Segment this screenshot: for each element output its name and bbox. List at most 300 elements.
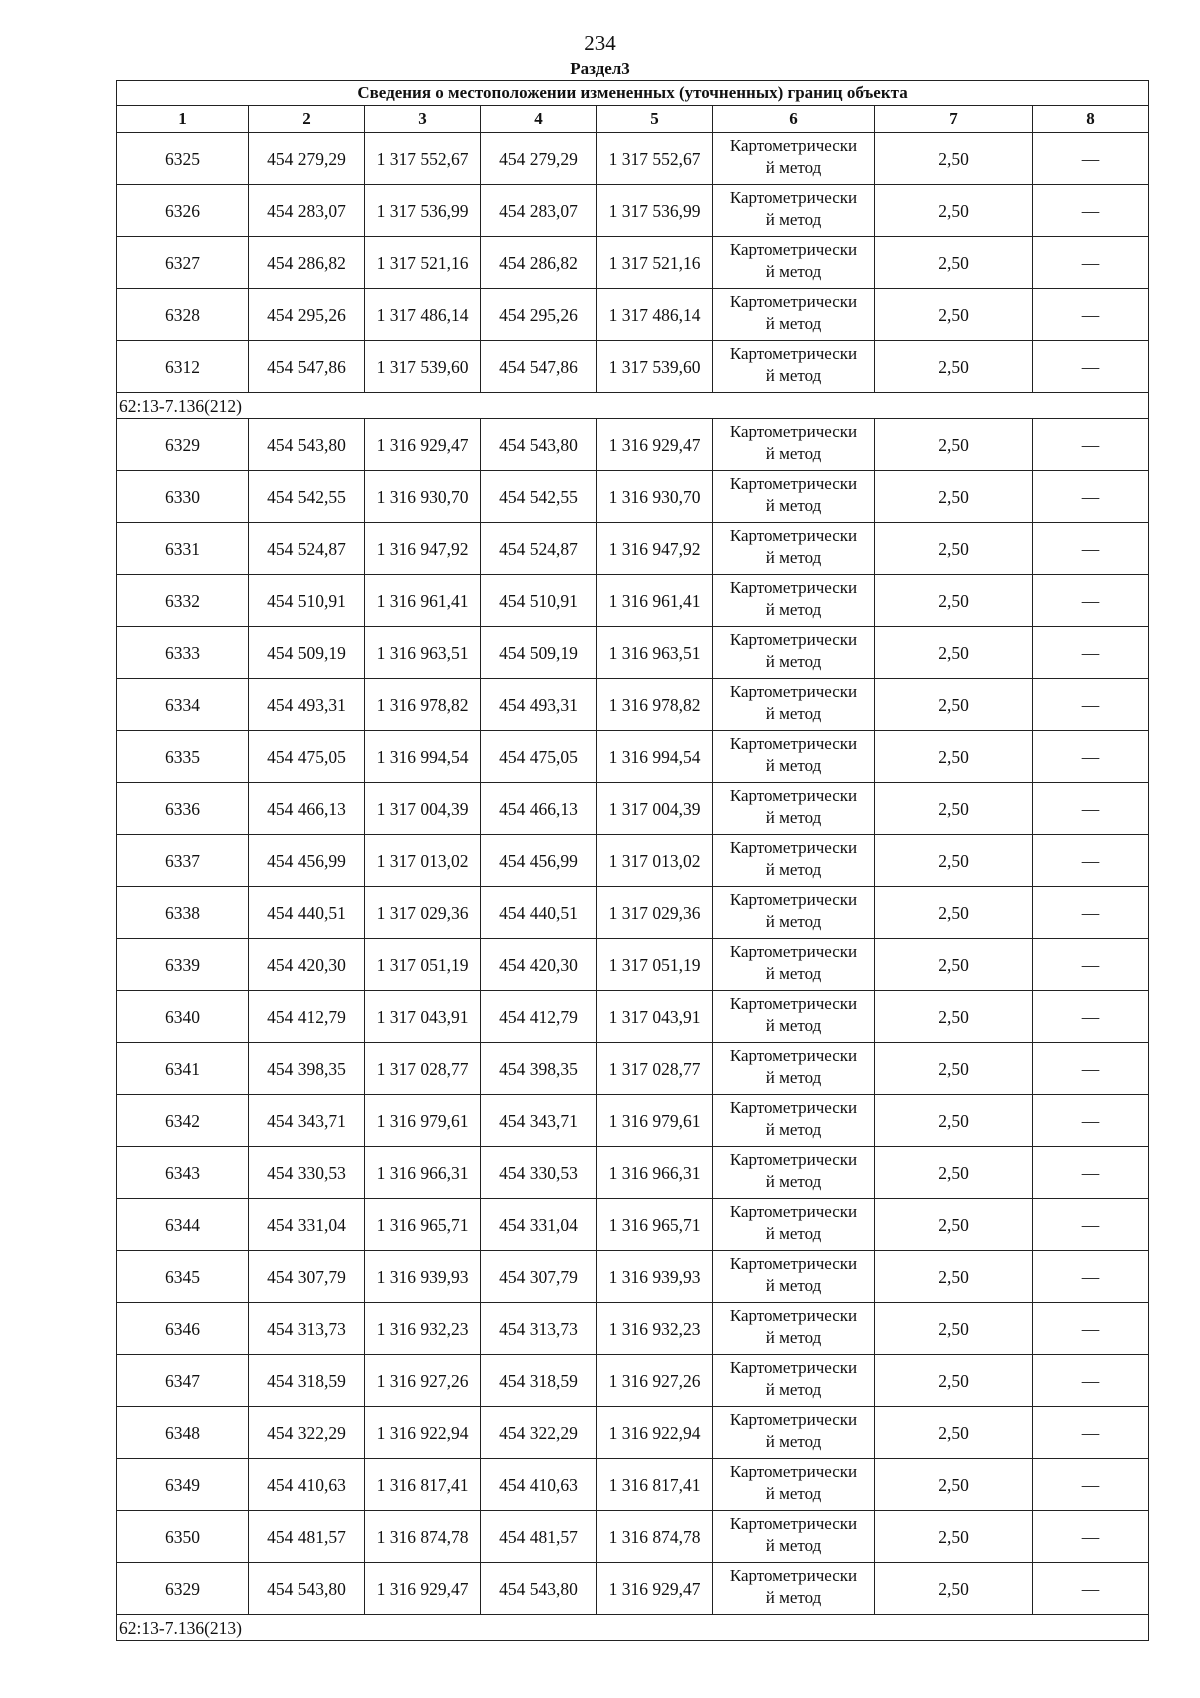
y-new-cell: 1 317 536,99 <box>597 185 713 237</box>
description-cell: — <box>1033 133 1149 185</box>
table-row <box>117 471 1149 523</box>
y-existing-cell: 1 316 965,71 <box>365 1199 481 1251</box>
accuracy-cell: 2,50 <box>875 237 1033 289</box>
table-row <box>117 731 1149 783</box>
x-existing-cell: 454 313,73 <box>249 1303 365 1355</box>
x-existing-cell: 454 440,51 <box>249 887 365 939</box>
accuracy-cell: 2,50 <box>875 523 1033 575</box>
table-row <box>117 1147 1149 1199</box>
y-new-cell: 1 317 028,77 <box>597 1043 713 1095</box>
method-cell <box>713 419 875 471</box>
method-cell <box>713 627 875 679</box>
description-cell: — <box>1033 783 1149 835</box>
y-existing-cell: 1 317 521,16 <box>365 237 481 289</box>
table-row <box>117 1407 1149 1459</box>
accuracy-cell: 2,50 <box>875 289 1033 341</box>
x-new-cell: 454 313,73 <box>481 1303 597 1355</box>
method-line-1: Картометрически <box>729 942 858 961</box>
x-existing-cell: 454 322,29 <box>249 1407 365 1459</box>
x-existing-cell: 454 547,86 <box>249 341 365 393</box>
accuracy-cell: 2,50 <box>875 341 1033 393</box>
y-existing-cell: 1 316 930,70 <box>365 471 481 523</box>
column-header-row <box>117 106 1149 133</box>
accuracy-cell: 2,50 <box>875 783 1033 835</box>
description-cell: — <box>1033 185 1149 237</box>
method-line-2: й метод <box>765 964 822 983</box>
point-number-cell: 6345 <box>117 1251 249 1303</box>
accuracy-cell: 2,50 <box>875 471 1033 523</box>
method-cell <box>713 1303 875 1355</box>
method-line-1: Картометрически <box>729 630 858 649</box>
x-new-cell: 454 524,87 <box>481 523 597 575</box>
y-new-cell: 1 317 051,19 <box>597 939 713 991</box>
table-row <box>117 1199 1149 1251</box>
x-existing-cell: 454 475,05 <box>249 731 365 783</box>
method-line-2: й метод <box>765 366 822 385</box>
x-existing-cell: 454 466,13 <box>249 783 365 835</box>
description-cell: — <box>1033 939 1149 991</box>
point-number-cell: 6333 <box>117 627 249 679</box>
method-line-1: Картометрически <box>729 1514 858 1533</box>
table-row <box>117 523 1149 575</box>
x-existing-cell: 454 509,19 <box>249 627 365 679</box>
method-line-1: Картометрически <box>729 1202 858 1221</box>
y-existing-cell: 1 317 486,14 <box>365 289 481 341</box>
accuracy-cell: 2,50 <box>875 939 1033 991</box>
accuracy-cell: 2,50 <box>875 419 1033 471</box>
method-cell <box>713 1563 875 1615</box>
method-line-2: й метод <box>765 1224 822 1243</box>
x-new-cell: 454 295,26 <box>481 289 597 341</box>
x-new-cell: 454 279,29 <box>481 133 597 185</box>
method-cell <box>713 1043 875 1095</box>
y-existing-cell: 1 316 922,94 <box>365 1407 481 1459</box>
method-line-1: Картометрически <box>729 1150 858 1169</box>
point-number-cell: 6329 <box>117 1563 249 1615</box>
method-line-2: й метод <box>765 210 822 229</box>
x-existing-cell: 454 524,87 <box>249 523 365 575</box>
point-number-cell: 6337 <box>117 835 249 887</box>
y-new-cell: 1 317 004,39 <box>597 783 713 835</box>
y-new-cell: 1 317 539,60 <box>597 341 713 393</box>
point-number-cell: 6330 <box>117 471 249 523</box>
x-new-cell: 454 412,79 <box>481 991 597 1043</box>
accuracy-cell: 2,50 <box>875 627 1033 679</box>
method-cell <box>713 679 875 731</box>
column-header: 1 <box>117 106 249 133</box>
table-row <box>117 289 1149 341</box>
accuracy-cell: 2,50 <box>875 1303 1033 1355</box>
y-existing-cell: 1 317 013,02 <box>365 835 481 887</box>
table-caption-row <box>117 81 1149 106</box>
y-new-cell: 1 317 013,02 <box>597 835 713 887</box>
y-existing-cell: 1 316 929,47 <box>365 419 481 471</box>
point-number-cell: 6326 <box>117 185 249 237</box>
y-existing-cell: 1 316 817,41 <box>365 1459 481 1511</box>
method-line-2: й метод <box>765 600 822 619</box>
x-existing-cell: 454 543,80 <box>249 1563 365 1615</box>
cadastral-group-label: 62:13-7.136(213) <box>117 1615 1149 1641</box>
y-existing-cell: 1 317 536,99 <box>365 185 481 237</box>
method-line-1: Картометрически <box>729 1410 858 1429</box>
point-number-cell: 6334 <box>117 679 249 731</box>
method-line-2: й метод <box>765 1588 822 1607</box>
point-number-cell: 6341 <box>117 1043 249 1095</box>
accuracy-cell: 2,50 <box>875 1563 1033 1615</box>
method-line-2: й метод <box>765 496 822 515</box>
method-line-2: й метод <box>765 314 822 333</box>
y-new-cell: 1 317 552,67 <box>597 133 713 185</box>
y-new-cell: 1 316 932,23 <box>597 1303 713 1355</box>
accuracy-cell: 2,50 <box>875 1355 1033 1407</box>
accuracy-cell: 2,50 <box>875 133 1033 185</box>
method-line-1: Картометрически <box>729 734 858 753</box>
x-new-cell: 454 456,99 <box>481 835 597 887</box>
method-cell <box>713 939 875 991</box>
y-existing-cell: 1 316 947,92 <box>365 523 481 575</box>
group-row <box>117 1615 1149 1641</box>
method-cell <box>713 471 875 523</box>
y-existing-cell: 1 316 994,54 <box>365 731 481 783</box>
coordinates-table <box>116 80 1149 1641</box>
y-existing-cell: 1 317 051,19 <box>365 939 481 991</box>
x-existing-cell: 454 307,79 <box>249 1251 365 1303</box>
description-cell: — <box>1033 1251 1149 1303</box>
accuracy-cell: 2,50 <box>875 1407 1033 1459</box>
accuracy-cell: 2,50 <box>875 1095 1033 1147</box>
y-existing-cell: 1 316 927,26 <box>365 1355 481 1407</box>
method-cell <box>713 185 875 237</box>
column-header: 7 <box>875 106 1033 133</box>
point-number-cell: 6348 <box>117 1407 249 1459</box>
method-line-1: Картометрически <box>729 240 858 259</box>
x-new-cell: 454 543,80 <box>481 419 597 471</box>
method-line-2: й метод <box>765 1484 822 1503</box>
column-header: 5 <box>597 106 713 133</box>
method-cell <box>713 1251 875 1303</box>
y-new-cell: 1 316 978,82 <box>597 679 713 731</box>
method-line-2: й метод <box>765 756 822 775</box>
method-cell <box>713 835 875 887</box>
y-existing-cell: 1 316 963,51 <box>365 627 481 679</box>
x-existing-cell: 454 279,29 <box>249 133 365 185</box>
y-new-cell: 1 316 965,71 <box>597 1199 713 1251</box>
y-existing-cell: 1 316 979,61 <box>365 1095 481 1147</box>
method-line-1: Картометрически <box>729 890 858 909</box>
y-existing-cell: 1 317 043,91 <box>365 991 481 1043</box>
accuracy-cell: 2,50 <box>875 1043 1033 1095</box>
y-existing-cell: 1 317 028,77 <box>365 1043 481 1095</box>
y-existing-cell: 1 316 978,82 <box>365 679 481 731</box>
method-line-2: й метод <box>765 704 822 723</box>
accuracy-cell: 2,50 <box>875 1199 1033 1251</box>
x-existing-cell: 454 420,30 <box>249 939 365 991</box>
method-line-2: й метод <box>765 158 822 177</box>
y-new-cell: 1 316 874,78 <box>597 1511 713 1563</box>
x-new-cell: 454 509,19 <box>481 627 597 679</box>
y-new-cell: 1 316 963,51 <box>597 627 713 679</box>
method-line-1: Картометрически <box>729 292 858 311</box>
description-cell: — <box>1033 1355 1149 1407</box>
accuracy-cell: 2,50 <box>875 835 1033 887</box>
x-existing-cell: 454 481,57 <box>249 1511 365 1563</box>
description-cell: — <box>1033 575 1149 627</box>
point-number-cell: 6343 <box>117 1147 249 1199</box>
x-new-cell: 454 330,53 <box>481 1147 597 1199</box>
method-line-1: Картометрически <box>729 994 858 1013</box>
page-number: 234 <box>584 31 616 55</box>
method-line-2: й метод <box>765 1328 822 1347</box>
method-line-2: й метод <box>765 1016 822 1035</box>
x-new-cell: 454 307,79 <box>481 1251 597 1303</box>
x-new-cell: 454 398,35 <box>481 1043 597 1095</box>
x-existing-cell: 454 318,59 <box>249 1355 365 1407</box>
description-cell: — <box>1033 627 1149 679</box>
point-number-cell: 6340 <box>117 991 249 1043</box>
x-existing-cell: 454 295,26 <box>249 289 365 341</box>
x-existing-cell: 454 542,55 <box>249 471 365 523</box>
table-row <box>117 627 1149 679</box>
method-cell <box>713 1407 875 1459</box>
x-new-cell: 454 547,86 <box>481 341 597 393</box>
table-row <box>117 1043 1149 1095</box>
description-cell: — <box>1033 679 1149 731</box>
method-cell <box>713 1355 875 1407</box>
table-row <box>117 341 1149 393</box>
column-header: 8 <box>1033 106 1149 133</box>
x-new-cell: 454 466,13 <box>481 783 597 835</box>
y-new-cell: 1 317 486,14 <box>597 289 713 341</box>
x-existing-cell: 454 410,63 <box>249 1459 365 1511</box>
method-line-1: Картометрически <box>729 682 858 701</box>
method-cell <box>713 731 875 783</box>
x-new-cell: 454 343,71 <box>481 1095 597 1147</box>
description-cell: — <box>1033 523 1149 575</box>
point-number-cell: 6344 <box>117 1199 249 1251</box>
method-line-2: й метод <box>765 1172 822 1191</box>
method-line-1: Картометрически <box>729 1254 858 1273</box>
group-row <box>117 393 1149 419</box>
y-new-cell: 1 316 979,61 <box>597 1095 713 1147</box>
table-row <box>117 939 1149 991</box>
method-line-1: Картометрически <box>729 1098 858 1117</box>
method-cell <box>713 341 875 393</box>
accuracy-cell: 2,50 <box>875 991 1033 1043</box>
y-existing-cell: 1 317 029,36 <box>365 887 481 939</box>
table-row <box>117 1355 1149 1407</box>
method-cell <box>713 1199 875 1251</box>
method-line-1: Картометрически <box>729 474 858 493</box>
x-new-cell: 454 542,55 <box>481 471 597 523</box>
method-line-1: Картометрически <box>729 578 858 597</box>
x-new-cell: 454 440,51 <box>481 887 597 939</box>
table-row <box>117 991 1149 1043</box>
x-new-cell: 454 318,59 <box>481 1355 597 1407</box>
method-line-1: Картометрически <box>729 1358 858 1377</box>
column-header: 6 <box>713 106 875 133</box>
method-line-2: й метод <box>765 652 822 671</box>
method-line-2: й метод <box>765 808 822 827</box>
point-number-cell: 6328 <box>117 289 249 341</box>
method-line-1: Картометрически <box>729 838 858 857</box>
y-new-cell: 1 316 994,54 <box>597 731 713 783</box>
point-number-cell: 6349 <box>117 1459 249 1511</box>
description-cell: — <box>1033 237 1149 289</box>
description-cell: — <box>1033 991 1149 1043</box>
method-line-1: Картометрически <box>729 786 858 805</box>
method-line-2: й метод <box>765 1276 822 1295</box>
description-cell: — <box>1033 471 1149 523</box>
method-cell <box>713 887 875 939</box>
method-line-2: й метод <box>765 548 822 567</box>
y-new-cell: 1 316 927,26 <box>597 1355 713 1407</box>
x-existing-cell: 454 493,31 <box>249 679 365 731</box>
y-new-cell: 1 316 966,31 <box>597 1147 713 1199</box>
y-new-cell: 1 317 521,16 <box>597 237 713 289</box>
method-cell <box>713 1459 875 1511</box>
accuracy-cell: 2,50 <box>875 1511 1033 1563</box>
table-row <box>117 679 1149 731</box>
table-row <box>117 1459 1149 1511</box>
x-existing-cell: 454 283,07 <box>249 185 365 237</box>
description-cell: — <box>1033 1303 1149 1355</box>
x-existing-cell: 454 330,53 <box>249 1147 365 1199</box>
method-line-2: й метод <box>765 1068 822 1087</box>
accuracy-cell: 2,50 <box>875 1147 1033 1199</box>
method-line-2: й метод <box>765 1432 822 1451</box>
point-number-cell: 6312 <box>117 341 249 393</box>
x-new-cell: 454 322,29 <box>481 1407 597 1459</box>
point-number-cell: 6342 <box>117 1095 249 1147</box>
point-number-cell: 6329 <box>117 419 249 471</box>
x-new-cell: 454 493,31 <box>481 679 597 731</box>
y-existing-cell: 1 316 961,41 <box>365 575 481 627</box>
table-row <box>117 783 1149 835</box>
accuracy-cell: 2,50 <box>875 679 1033 731</box>
point-number-cell: 6336 <box>117 783 249 835</box>
method-line-2: й метод <box>765 860 822 879</box>
method-line-2: й метод <box>765 912 822 931</box>
table-row <box>117 835 1149 887</box>
table-row <box>117 887 1149 939</box>
accuracy-cell: 2,50 <box>875 575 1033 627</box>
cadastral-group-label: 62:13-7.136(212) <box>117 393 1149 419</box>
point-number-cell: 6331 <box>117 523 249 575</box>
method-line-1: Картометрически <box>729 344 858 363</box>
method-line-2: й метод <box>765 444 822 463</box>
column-header: 2 <box>249 106 365 133</box>
method-line-1: Картометрически <box>729 422 858 441</box>
y-new-cell: 1 316 930,70 <box>597 471 713 523</box>
table-row <box>117 185 1149 237</box>
method-line-1: Картометрически <box>729 136 858 155</box>
method-line-1: Картометрически <box>729 1306 858 1325</box>
x-new-cell: 454 410,63 <box>481 1459 597 1511</box>
x-existing-cell: 454 286,82 <box>249 237 365 289</box>
method-cell <box>713 575 875 627</box>
point-number-cell: 6339 <box>117 939 249 991</box>
method-cell <box>713 289 875 341</box>
y-existing-cell: 1 317 552,67 <box>365 133 481 185</box>
x-existing-cell: 454 456,99 <box>249 835 365 887</box>
method-cell <box>713 133 875 185</box>
method-line-1: Картометрически <box>729 1462 858 1481</box>
y-new-cell: 1 317 029,36 <box>597 887 713 939</box>
y-existing-cell: 1 317 539,60 <box>365 341 481 393</box>
table-row <box>117 575 1149 627</box>
method-cell <box>713 1511 875 1563</box>
y-existing-cell: 1 317 004,39 <box>365 783 481 835</box>
method-cell <box>713 1095 875 1147</box>
x-existing-cell: 454 543,80 <box>249 419 365 471</box>
description-cell: — <box>1033 1407 1149 1459</box>
accuracy-cell: 2,50 <box>875 1459 1033 1511</box>
point-number-cell: 6347 <box>117 1355 249 1407</box>
point-number-cell: 6325 <box>117 133 249 185</box>
column-header: 4 <box>481 106 597 133</box>
point-number-cell: 6346 <box>117 1303 249 1355</box>
y-new-cell: 1 316 922,94 <box>597 1407 713 1459</box>
point-number-cell: 6335 <box>117 731 249 783</box>
y-new-cell: 1 316 961,41 <box>597 575 713 627</box>
accuracy-cell: 2,50 <box>875 185 1033 237</box>
method-line-2: й метод <box>765 1380 822 1399</box>
y-existing-cell: 1 316 929,47 <box>365 1563 481 1615</box>
method-cell <box>713 523 875 575</box>
accuracy-cell: 2,50 <box>875 1251 1033 1303</box>
point-number-cell: 6327 <box>117 237 249 289</box>
column-header: 3 <box>365 106 481 133</box>
y-existing-cell: 1 316 939,93 <box>365 1251 481 1303</box>
method-cell <box>713 1147 875 1199</box>
section-title: Раздел3 <box>570 59 630 78</box>
method-cell <box>713 991 875 1043</box>
table-row <box>117 1563 1149 1615</box>
table-row <box>117 1095 1149 1147</box>
x-new-cell: 454 286,82 <box>481 237 597 289</box>
description-cell: — <box>1033 1511 1149 1563</box>
point-number-cell: 6338 <box>117 887 249 939</box>
y-existing-cell: 1 316 966,31 <box>365 1147 481 1199</box>
y-new-cell: 1 317 043,91 <box>597 991 713 1043</box>
method-line-1: Картометрически <box>729 188 858 207</box>
method-line-1: Картометрически <box>729 1566 858 1585</box>
y-new-cell: 1 316 939,93 <box>597 1251 713 1303</box>
description-cell: — <box>1033 731 1149 783</box>
y-new-cell: 1 316 817,41 <box>597 1459 713 1511</box>
table-row <box>117 133 1149 185</box>
description-cell: — <box>1033 289 1149 341</box>
table-row <box>117 1303 1149 1355</box>
description-cell: — <box>1033 1043 1149 1095</box>
y-existing-cell: 1 316 932,23 <box>365 1303 481 1355</box>
description-cell: — <box>1033 887 1149 939</box>
y-existing-cell: 1 316 874,78 <box>365 1511 481 1563</box>
x-existing-cell: 454 331,04 <box>249 1199 365 1251</box>
table-row <box>117 1251 1149 1303</box>
x-existing-cell: 454 510,91 <box>249 575 365 627</box>
method-line-1: Картометрически <box>729 1046 858 1065</box>
x-existing-cell: 454 343,71 <box>249 1095 365 1147</box>
accuracy-cell: 2,50 <box>875 887 1033 939</box>
method-line-2: й метод <box>765 262 822 281</box>
method-line-2: й метод <box>765 1536 822 1555</box>
x-new-cell: 454 481,57 <box>481 1511 597 1563</box>
description-cell: — <box>1033 419 1149 471</box>
table-row <box>117 237 1149 289</box>
y-new-cell: 1 316 947,92 <box>597 523 713 575</box>
x-new-cell: 454 543,80 <box>481 1563 597 1615</box>
